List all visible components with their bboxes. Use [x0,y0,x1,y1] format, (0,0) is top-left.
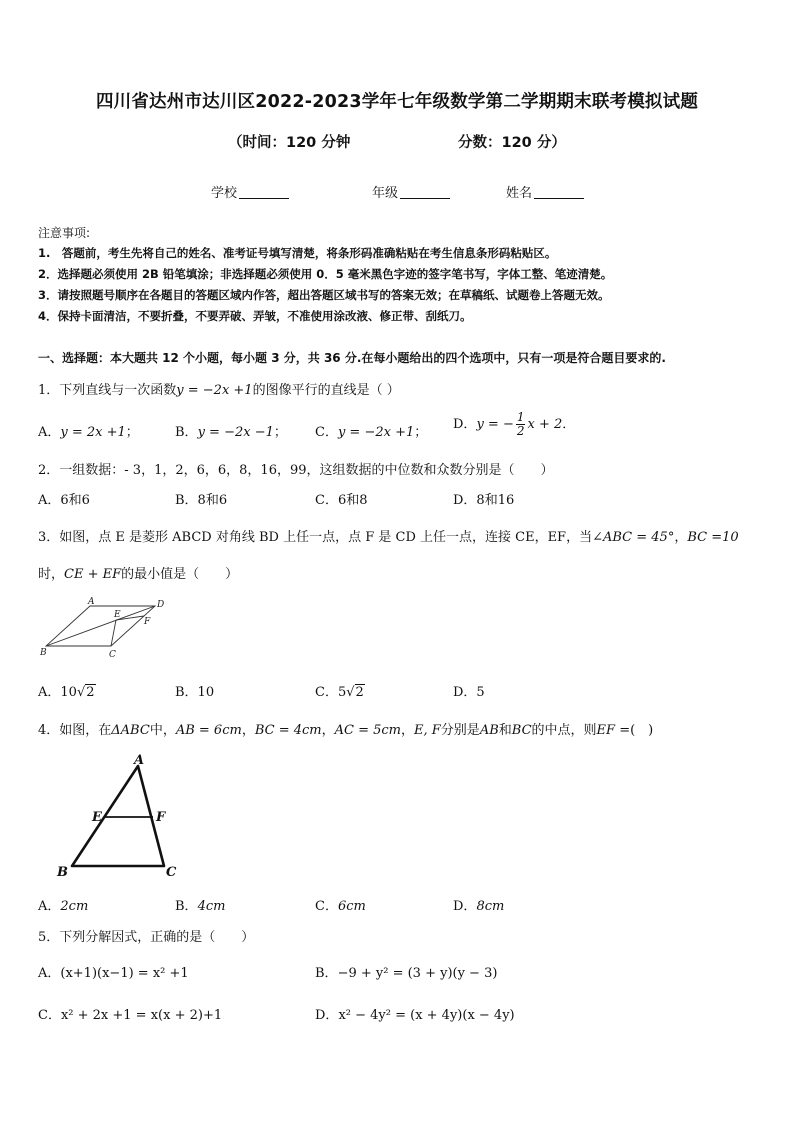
radicand: 2 [355,685,364,700]
grade-label: 年级 [372,186,399,201]
option-expr: x² + 2x +1 = x(x + 2)+1 [60,1008,223,1023]
q3-option-d[interactable]: D．5 [453,685,485,700]
q4-ab2: AB [479,723,499,738]
q1-option-b[interactable] [175,421,287,440]
q1-option-d[interactable]: D．y = − $\frac{1}{2}$ x + 2． [453,410,576,438]
q4-bc2: BC [511,723,532,738]
note-item: 2．选择题必须使用 2B 铅笔填涂；非选择题必须使用 0．5 毫米黑色字迹的签字笔书写，字体工整、笔迹清楚。 [38,267,613,281]
q1-text: 的图像平行的直线是（ ） [252,383,400,398]
q1-expr: y = −2x +1 [176,383,253,398]
q3-text: 的最小值是（ ） [121,567,239,582]
option-expr: 4cm [197,899,226,914]
q2-option-b[interactable]: B．8和6 [175,493,228,508]
q4-ef2: EF = [596,723,631,738]
q1-option-a[interactable] [38,421,139,440]
q4-triangle: ΔABC [111,723,150,738]
label-b: B [40,648,47,658]
option-label: B． [315,966,338,981]
option-expr: y = −2x −1 [197,425,274,440]
q1-text: 1．下列直线与一次函数 [38,383,177,398]
q4-option-c[interactable] [315,895,366,914]
option-label: C． [315,425,338,440]
label-c: C [166,865,177,880]
option-expr: x + 2 [527,417,563,432]
q4-option-b[interactable] [175,895,225,914]
option-expr: 8cm [476,899,505,914]
note-item: 3．请按照题号顺序在各题目的答题区域内作答，超出答题区域书写的答案无效；在草稿纸、试题卷上答题无效。 [38,288,610,302]
question-2-stem: 2．一组数据：- 3，1，2，6，6，8，16，99，这组数据的中位数和众数分别是（ ） [38,463,554,478]
q4-triangle-figure [52,752,192,882]
option-label: C． [38,1008,61,1023]
q4-text: 中， [149,723,176,738]
separator: ； [414,425,428,440]
q2-option-d[interactable]: D．8和16 [453,493,515,508]
section-heading: 一、选择题：本大题共 12 个小题，每小题 3 分，共 36 分.在每小题给出的四个选项中，只有一项是符合题目要求的. [38,351,666,365]
question-1-stem [38,379,400,398]
label-a: A [88,597,95,607]
sqrt-icon: √ [76,685,86,700]
label-b: B [57,865,68,880]
q2-option-c[interactable]: C．6和8 [315,493,368,508]
option-expr: (x+1)(x−1) = x² +1 [60,966,189,981]
q3-rhombus-figure [38,594,178,664]
option-expr: y = 2x +1 [60,425,126,440]
name-label: 姓名 [506,186,533,201]
option-coefficient: 10 [60,685,77,700]
exam-time: （时间：120 分钟 [228,135,351,151]
fraction [516,411,526,438]
label-d: D [157,600,165,610]
q2-option-a[interactable]: A．6和6 [38,493,90,508]
question-5-stem: 5．下列分解因式，正确的是（ ） [38,930,255,945]
exam-title: 四川省达州市达川区2022-2023学年七年级数学第二学期期末联考模拟试题 [95,92,699,112]
note-item: 1. 答题前，考生先将自己的姓名、准考证号填写清楚，将条形码准确粘贴在考生信息条形码粘贴区。 [38,246,557,260]
option-label: C． [315,685,338,700]
option-label: A． [38,425,61,440]
label-e: E [114,610,121,620]
note-item: 4．保持卡面清洁，不要折叠，不要弄破、弄皱，不准使用涂改液、修正带、刮纸刀。 [38,309,472,323]
q5-option-d[interactable] [315,1004,515,1023]
q3-option-a[interactable] [38,681,96,700]
q3-text: 3．如图，点 E 是菱形 ABCD 对角线 BD 上任一点，点 F 是 CD 上任一点，连接 CE，EF，当 [38,530,593,545]
rhombus-lines [46,606,155,646]
diagonal-bd [46,606,155,646]
option-expr: 6cm [337,899,366,914]
option-expr: 2cm [60,899,89,914]
q5-option-c[interactable] [38,1004,222,1023]
q3-text: 时， [38,567,65,582]
grade-blank[interactable] [400,185,450,199]
option-coefficient: 5 [337,685,347,700]
label-f: F [156,810,166,825]
q3-option-c[interactable] [315,681,365,700]
q4-option-d[interactable] [453,895,504,914]
name-field [506,182,584,201]
label-c: C [109,650,116,660]
sqrt-icon: √ [346,685,355,700]
q4-text: 和 [498,723,512,738]
q1-option-c[interactable] [315,421,427,440]
q4-option-a[interactable] [38,895,88,914]
separator: ； [125,425,139,440]
separator: ； [273,425,287,440]
q4-text: 的中点，则 [531,723,597,738]
option-label: A． [38,966,61,981]
grade-field [372,182,450,201]
q4-ab: AB = 6cm [175,723,242,738]
option-label: D． [315,1008,339,1023]
question-3-stem-2 [38,563,238,582]
notes-title: 注意事项: [38,226,91,240]
q4-text: ( ) [630,723,654,738]
school-field [211,182,289,201]
option-label: D． [453,899,477,914]
option-label: A． [38,685,61,700]
question-4-stem: 4．如图，在ΔABC中，AB = 6cm，BC = 4cm，AC = 5cm，E, F分别是AB和BC的中点，则EF =( ) [38,723,654,738]
option-label: B． [175,425,198,440]
q4-ef: E, F [414,723,441,738]
q5-option-a[interactable] [38,962,189,981]
option-label: A． [38,899,61,914]
option-expr: −9 + y² = (3 + y)(y − 3) [337,966,498,981]
label-a: A [134,753,145,768]
option-expr: y = −2x +1 [337,425,415,440]
exam-score: 分数：120 分） [458,135,566,151]
option-label: C． [315,899,338,914]
option-expr: x² − 4y² = (x + 4y)(x − 4y) [338,1008,515,1023]
q3-angle: ∠ABC = 45° [592,530,675,545]
q5-option-b[interactable] [315,962,497,981]
school-blank[interactable] [239,185,289,199]
fraction-numerator: 1 [516,410,525,424]
triangle-lines [72,766,164,866]
option-label: B． [175,899,198,914]
question-3-stem: 3．如图，点 E 是菱形 ABCD 对角线 BD 上任一点，点 F 是 CD 上任一点，连接 CE，EF，当∠ABC = 45°，BC =10 [38,530,739,545]
q3-expr: CE + EF [64,567,122,582]
school-label: 学校 [211,186,238,201]
q4-text: 分别是 [440,723,480,738]
option-label: D． [453,417,477,432]
label-e: E [92,810,102,825]
q4-text: 4．如图，在 [38,723,112,738]
q3-bc: BC =10 [687,530,739,545]
triangle-abc [72,766,164,866]
radicand: 2 [86,685,95,700]
name-blank[interactable] [534,185,584,199]
q4-ac: AC = 5cm [334,723,401,738]
label-f: F [144,617,151,627]
option-expr: y = − [476,417,514,432]
q3-option-b[interactable]: B．10 [175,685,215,700]
fraction-denominator: 2 [516,424,525,438]
q4-bc: BC = 4cm [254,723,322,738]
